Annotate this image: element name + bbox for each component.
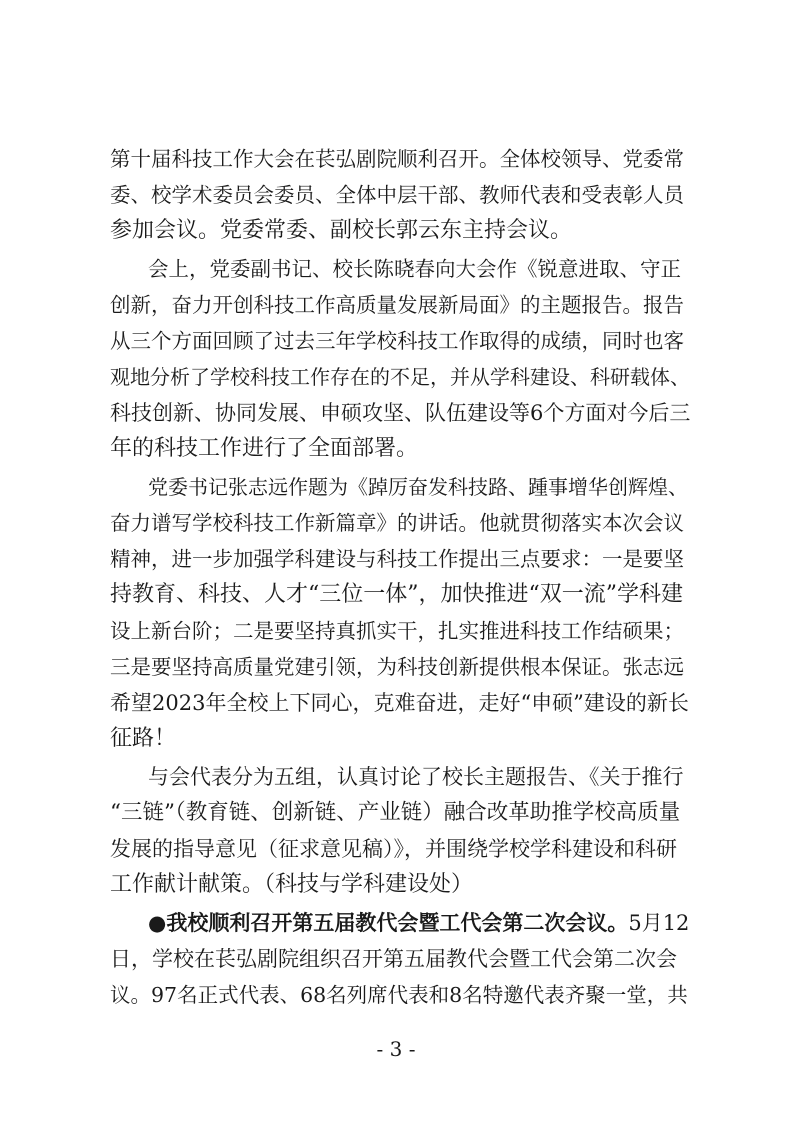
text-line: 参加会议。党委常委、副校长郭云东主持会议。: [110, 218, 573, 243]
text-line: 从三个方面回顾了过去三年学校科技工作取得的成绩，同时也客: [110, 329, 684, 353]
text-line: 希望2023年全校上下同心，克难奋进，走好“申硕”建设的新长: [110, 691, 689, 715]
text-line: 委、校学术委员会委员、全体中层干部、教师代表和受表彰人员: [110, 183, 684, 207]
text-line: 工作献计献策。（科技与学科建设处）: [110, 872, 474, 897]
news-date-start: 5月12: [628, 911, 690, 935]
text-line: 观地分析了学校科技工作存在的不足，并从学科建设、科研载体、: [110, 365, 690, 389]
text-line: 设上新台阶；二是要坚持真抓实干，扎实推进科技工作结硕果；: [110, 619, 684, 643]
text-line: 会上，党委副书记、校长陈晓春向大会作《锐意进取、守正: [148, 257, 681, 281]
text-line: 三是要坚持高质量党建引领，为科技创新提供根本保证。张志远: [110, 655, 684, 679]
text-line: 发展的指导意见（征求意见稿）》，并围绕学校学科建设和科研: [110, 837, 677, 861]
text-line: 党委书记张志远作题为《踔厉奋发科技路、踵事增华创辉煌、: [148, 475, 688, 499]
text-line: “三链”（教育链、创新链、产业链）融合改革助推学校高质量: [110, 800, 681, 825]
page-number: - 3 -: [376, 1037, 416, 1061]
text-line: [148, 908, 690, 938]
text-line: 科技创新、协同发展、申硕攻坚、队伍建设等6个方面对今后三: [110, 401, 691, 425]
text-line: 与会代表分为五组，认真讨论了校长主题报告、《关于推行: [148, 765, 684, 789]
text-line: 持教育、科技、人才“三位一体”，加快推进“双一流”学科建: [110, 582, 683, 607]
text-line: 创新，奋力开创科技工作高质量发展新局面》的主题报告。报告: [110, 293, 684, 317]
text-line: 征路！: [110, 726, 177, 751]
news-headline: ●我校顺利召开第五届教代会暨工代会第二次会议。: [148, 910, 629, 935]
text-line: 精神，进一步加强学科建设与科技工作提出三点要求：一是要坚: [110, 547, 684, 571]
text-line: 年的科技工作进行了全面部署。: [110, 436, 419, 461]
text-line: 奋力谱写学校科技工作新篇章》的讲话。他就贯彻落实本次会议: [110, 511, 684, 535]
text-line: 第十届科技工作大会在苌弘剧院顺利召开。全体校领导、党委常: [110, 147, 684, 171]
text-line: 日，学校在苌弘剧院组织召开第五届教代会暨工代会第二次会: [110, 947, 677, 971]
text-line: 议。97名正式代表、68名列席代表和8名特邀代表齐聚一堂，共: [110, 983, 688, 1007]
